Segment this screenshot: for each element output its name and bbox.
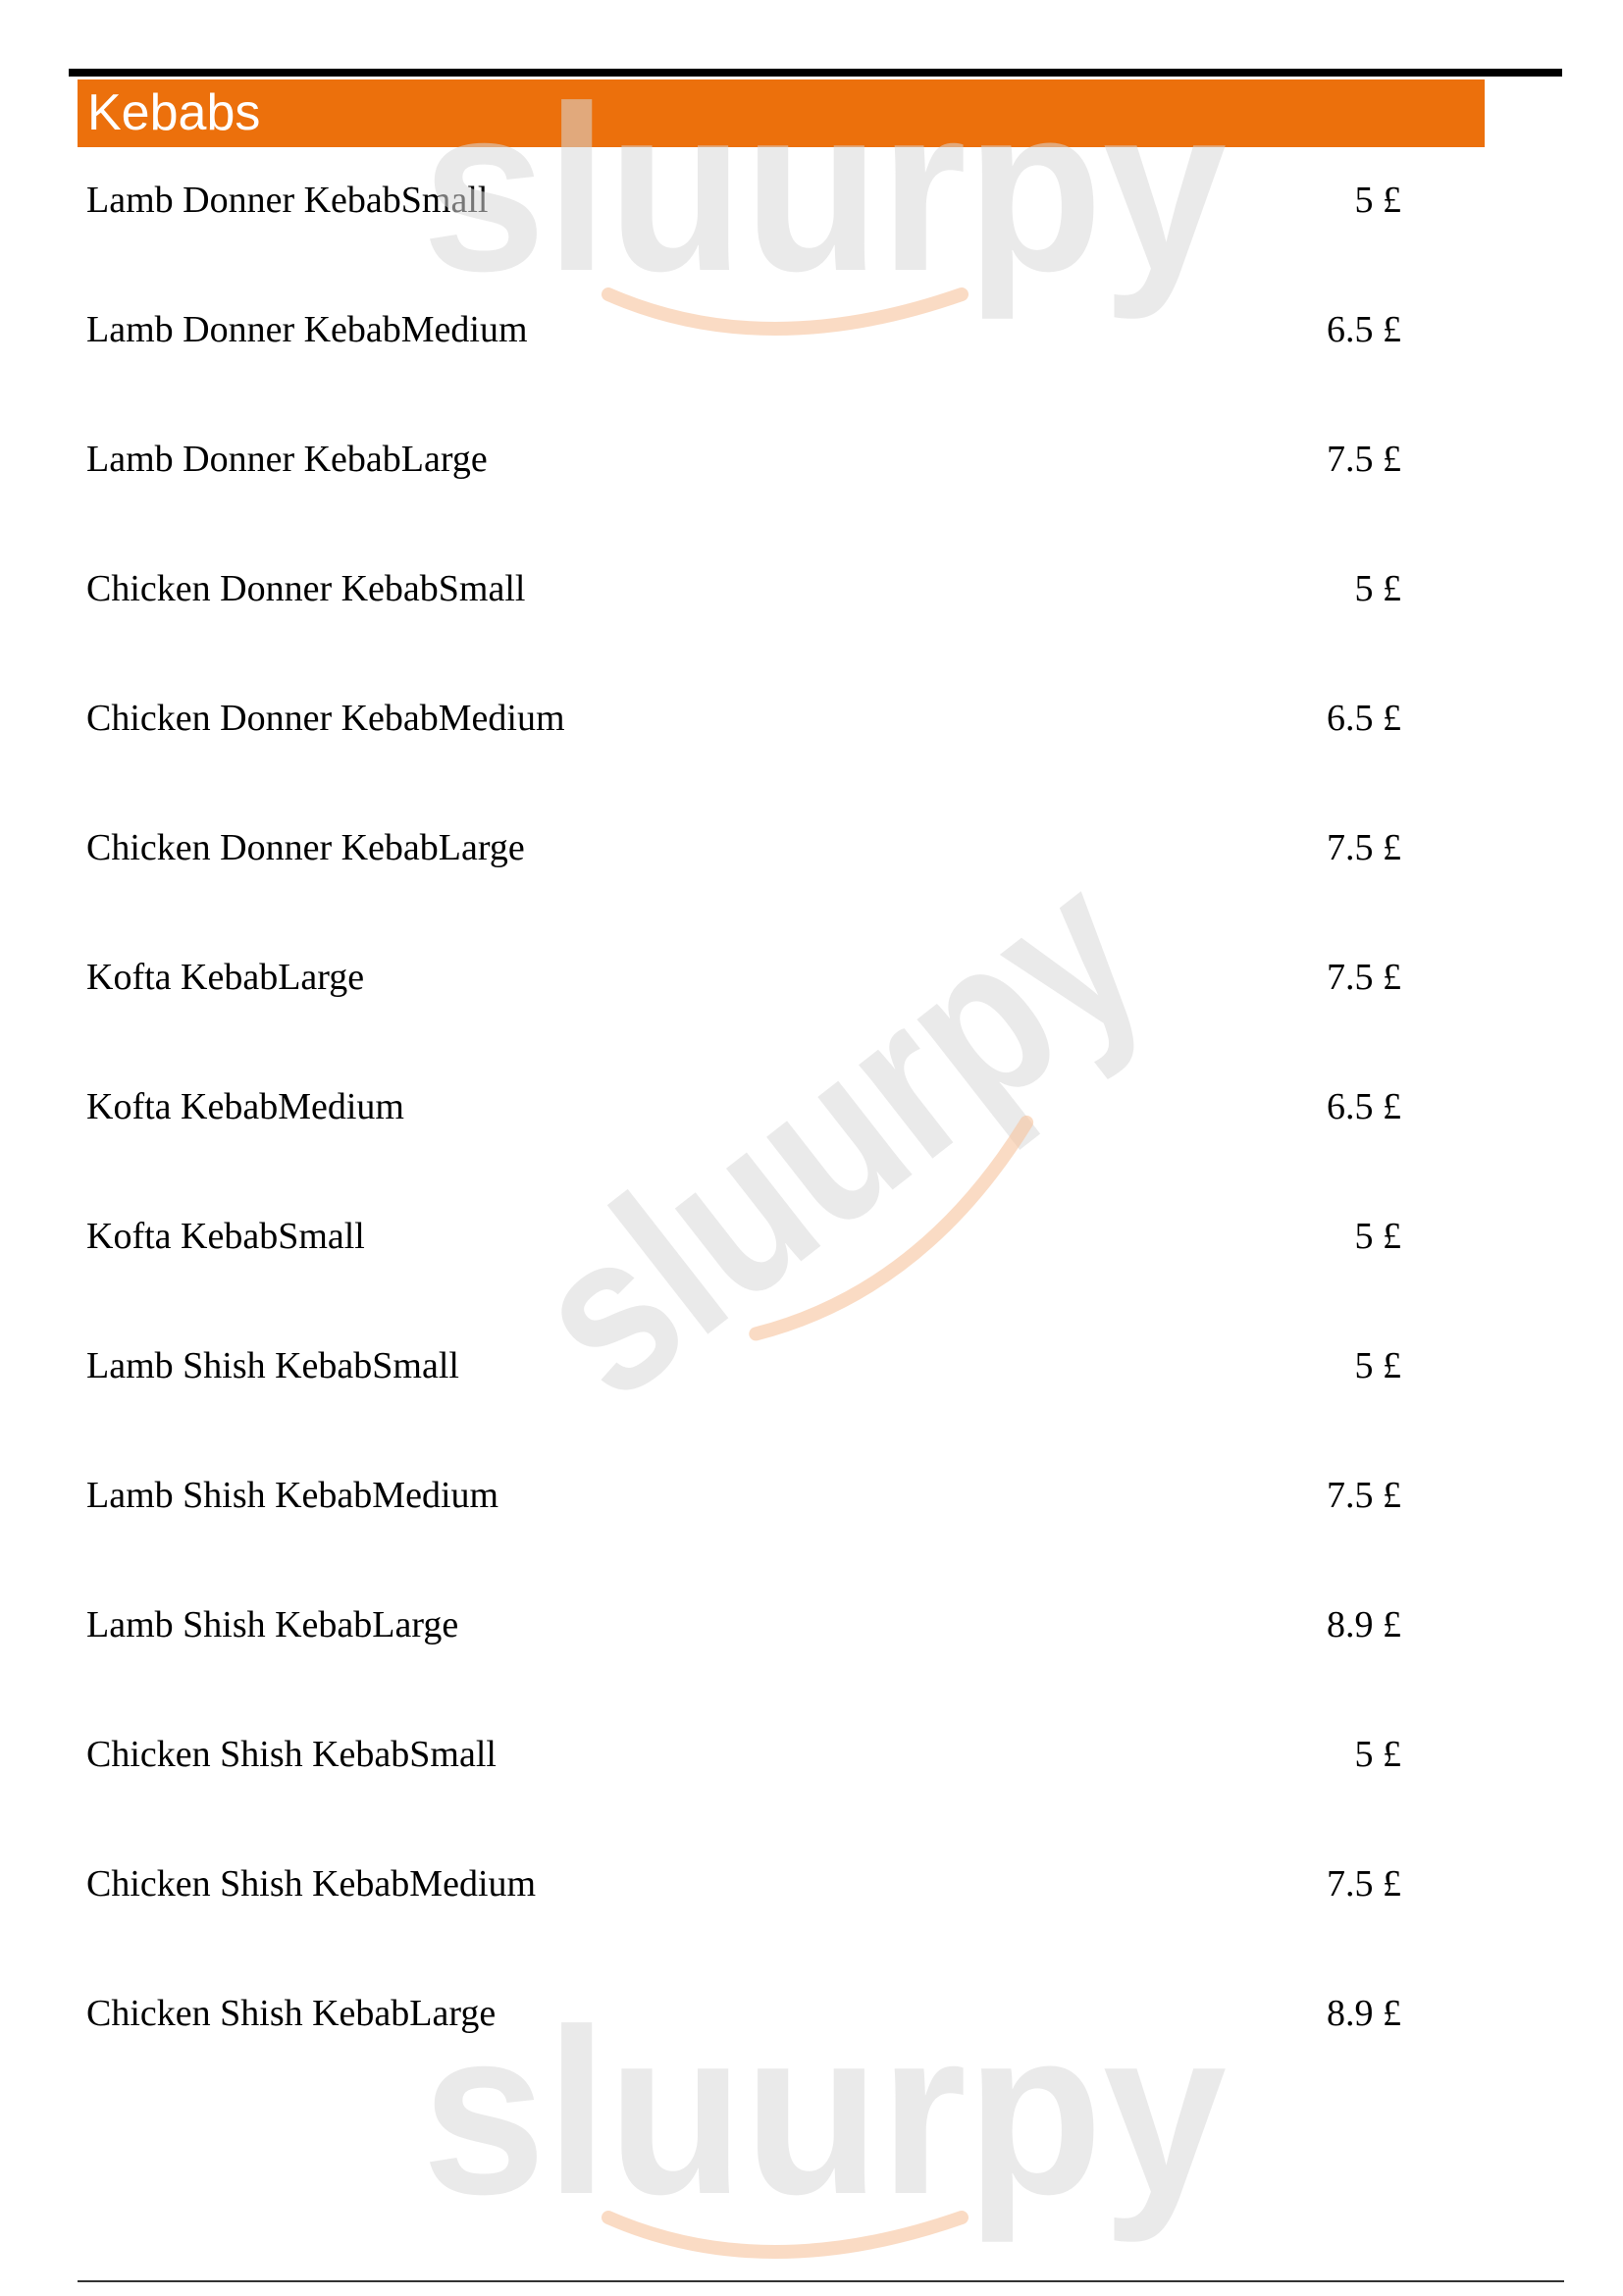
item-name: Chicken Donner KebabSmall <box>86 568 526 609</box>
item-name: Lamb Shish KebabSmall <box>86 1345 459 1386</box>
item-name: Kofta KebabSmall <box>86 1216 365 1257</box>
menu-item <box>86 557 1401 687</box>
item-price: 5 £ <box>1354 1345 1401 1386</box>
item-name: Lamb Donner KebabSmall <box>86 180 489 221</box>
item-price: 7.5 £ <box>1327 439 1401 480</box>
menu-item <box>86 1982 1401 2112</box>
menu-item <box>86 1464 1401 1593</box>
item-name: Lamb Shish KebabLarge <box>86 1604 459 1645</box>
item-name: Chicken Donner KebabMedium <box>86 698 565 739</box>
item-name: Chicken Shish KebabSmall <box>86 1734 497 1775</box>
item-price: 8.9 £ <box>1327 1993 1401 2034</box>
item-price: 6.5 £ <box>1327 1086 1401 1127</box>
item-name: Lamb Donner KebabLarge <box>86 439 488 480</box>
item-price: 5 £ <box>1354 1216 1401 1257</box>
bottom-rule <box>78 2280 1564 2282</box>
section-title: Kebabs <box>87 84 261 141</box>
menu-item <box>86 1205 1401 1334</box>
item-name: Kofta KebabLarge <box>86 957 365 998</box>
item-price: 6.5 £ <box>1327 309 1401 350</box>
menu-item <box>86 687 1401 816</box>
menu-item <box>86 1075 1401 1205</box>
menu-list <box>86 169 1401 2112</box>
item-price: 7.5 £ <box>1327 1863 1401 1905</box>
menu-item <box>86 1334 1401 1464</box>
item-name: Kofta KebabMedium <box>86 1086 404 1127</box>
item-price: 8.9 £ <box>1327 1604 1401 1645</box>
item-name: Chicken Shish KebabMedium <box>86 1863 537 1905</box>
menu-item <box>86 816 1401 946</box>
menu-item <box>86 1723 1401 1852</box>
top-rule <box>69 69 1562 77</box>
item-price: 5 £ <box>1354 180 1401 221</box>
item-name: Lamb Shish KebabMedium <box>86 1475 499 1516</box>
menu-item <box>86 1852 1401 1982</box>
item-name: Chicken Donner KebabLarge <box>86 827 525 868</box>
menu-item <box>86 1593 1401 1723</box>
menu-item <box>86 946 1401 1075</box>
svg-text:sluurpy: sluurpy <box>422 57 1227 320</box>
menu-item <box>86 298 1401 428</box>
item-price: 7.5 £ <box>1327 827 1401 868</box>
item-price: 7.5 £ <box>1327 1475 1401 1516</box>
item-price: 7.5 £ <box>1327 957 1401 998</box>
item-name: Chicken Shish KebabLarge <box>86 1993 497 2034</box>
section-header <box>78 79 1485 147</box>
item-price: 6.5 £ <box>1327 698 1401 739</box>
menu-item <box>86 169 1401 298</box>
svg-text:sluurpy: sluurpy <box>488 744 1286 1445</box>
item-price: 5 £ <box>1354 568 1401 609</box>
item-name: Lamb Donner KebabMedium <box>86 309 528 350</box>
item-price: 5 £ <box>1354 1734 1401 1775</box>
menu-item <box>86 428 1401 557</box>
svg-text:sluurpy: sluurpy <box>422 1980 1227 2243</box>
